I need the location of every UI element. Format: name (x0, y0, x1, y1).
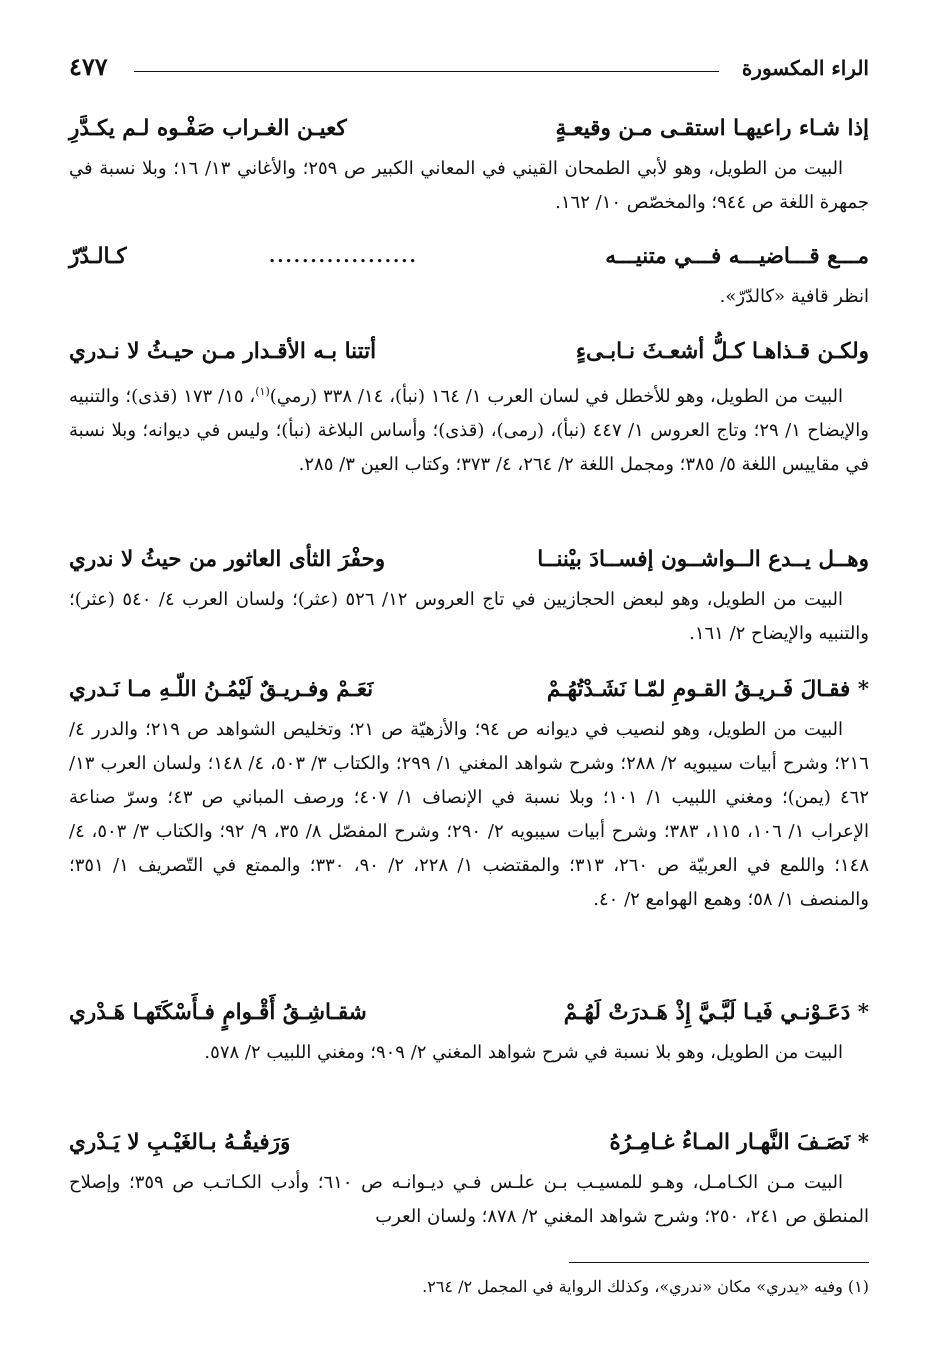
first-hemistich: * دَعَـوْنـي فَيـا لَبَّـيَّ إِذْ هَـدرَتْ لَهُـمْ (563, 1000, 869, 1025)
verse-line (69, 329, 869, 375)
second-hemistich: كـالـدّرّ (69, 244, 127, 269)
verse-line (69, 537, 869, 583)
second-hemistich: كعيـن الغـراب صَفْـوه لـم يكـدَّرِ (69, 116, 347, 141)
commentary-text: انظر قافية «كالدّرّ». (719, 286, 869, 307)
first-hemistich: * نَصَـفَ النَّهـار المـاءُ غـامِـرُهُ (609, 1130, 869, 1155)
first-hemistich: * فقـالَ فَـريـقُ القـومِ لمّـا نَشَـدْتُهُـمْ (546, 677, 869, 702)
page-number: ٤٧٧ (69, 52, 108, 81)
verse-line (69, 234, 869, 280)
second-hemistich: شقـاشِـقُ أَقْـوامٍ فـأَسْكَتَهـا هَـدْري (69, 1000, 367, 1025)
commentary-text: البيت مـن الكـامـل، وهـو للمسيـب بـن علـس فـي ديـوانـه ص ٦١٠؛ وأدب الكـاتـب ص ٣٥٩؛ وإصلاح المنطق ص ٢٤١، ٢٥٠؛ وشرح شواهد المغني ٢/ ٨٧٨؛ ولسان العرب (69, 1172, 869, 1227)
commentary (69, 713, 869, 917)
second-hemistich: وحفْرَ الثأى العاثور من حيثُ لا ندري (69, 547, 386, 572)
footnote-rule (569, 1262, 869, 1263)
commentary (69, 583, 869, 651)
verse-entry (69, 537, 869, 651)
commentary-text: البيت من الطويل، وهو للأخطل في لسان العرب ١/ ١٦٤ (نبأ)، ١٤/ ٣٣٨ (رمي) (269, 386, 844, 407)
commentary (69, 152, 869, 220)
verse-entry (69, 667, 869, 917)
page-header (69, 50, 869, 90)
first-hemistich: مـــع قـــاضيـــه فـــي متنيـــه (605, 244, 869, 269)
commentary-text: البيت من الطويل، وهو لأبي الطمحان القيني في المعاني الكبير ص ٢٥٩؛ والأغاني ١٣/ ١٦؛ وبلا نسبة في جمهرة اللغة ص ٩٤٤؛ والمخصّص ١٠/ ١٦٢. (69, 158, 869, 213)
second-hemistich: وَرَفيقُـهُ بـالغَيْـبِ لا يَـدْري (69, 1130, 291, 1155)
verse-entry (69, 329, 869, 482)
commentary (69, 375, 869, 482)
second-hemistich: نَعَـمْ وفـريـقٌ لَيْمُـنُ اللّـهِ مـا نَـدري (69, 677, 374, 702)
second-hemistich: أتتنا بـه الأقـدار مـن حيـثُ لا نـدري (69, 339, 377, 364)
verse-line (69, 1120, 869, 1166)
commentary (69, 280, 869, 314)
commentary-text-continued: ، ١٥/ ١٧٣ (قذى)؛ والتنبيه والإيضاح ١/ ٢٩؛ وتاج العروس ١/ ٤٤٧ (نبأ)، (رمى)، (قذى)؛ وأساس البلاغة (نبأ)؛ وليس في ديوانه؛ وبلا نسبة في مقاييس اللغة ٥/ ٣٨٥؛ ومجمل اللغة ٢/ ٢٦٤، ٤/ ٣٧٣؛ وكتاب العين ٣/ ٢٨٥. (69, 386, 869, 475)
verse-entry (69, 1120, 869, 1234)
commentary (69, 1036, 869, 1070)
commentary (69, 1166, 869, 1234)
commentary-text: البيت من الطويل، وهو لبعض الحجازيين في تاج العروس ١٢/ ٥٢٦ (عثر)؛ ولسان العرب ٤/ ٥٤٠ (عثر)؛ والتنبيه والإيضاح ٢/ ١٦١. (69, 589, 869, 644)
first-hemistich: وهــل يــدع الــواشــون إفســادَ بيْننــا (537, 547, 869, 572)
verse-entry (69, 990, 869, 1070)
header-rule (134, 71, 719, 72)
first-hemistich: إذا شـاء راعيهـا استقـى مـن وقيعـةٍ (555, 116, 869, 141)
ellipsis-dots: .................. (269, 246, 418, 267)
verse-line (69, 990, 869, 1036)
verse-line (69, 106, 869, 152)
footnote-marker: (١) (255, 385, 270, 398)
commentary-text: البيت من الطويل، وهو بلا نسبة في شرح شواهد المغني ٢/ ٩٠٩؛ ومغني اللبيب ٢/ ٥٧٨. (204, 1042, 843, 1063)
verse-entry (69, 106, 869, 220)
verse-entry (69, 234, 869, 314)
commentary-text: البيت من الطويل، وهو لنصيب في ديوانه ص ٩٤؛ والأزهيّة ص ٢١؛ وتخليص الشواهد ص ٢١٩؛ والدرر ٤/ ٢١٦؛ وشرح أبيات سيبويه ٢/ ٢٨٨؛ وشرح شواهد المغني ١/ ٢٩٩؛ والكتاب ٣/ ٥٠٣، ٤/ ١٤٨؛ ولسان العرب ١٣/ ٤٦٢ (يمن)؛ ومغني اللبيب ١/ ١٠١؛ وبلا نسبة في الإنصاف ١/ ٤٠٧؛ ورصف المباني ص ٤٣؛ وسرّ صناعة الإعراب ١/ ١٠٦، ١١٥، ٣٨٣؛ وشرح أبيات سيبويه ٢/ ٢٩٠؛ وشرح المفصّل ٨/ ٣٥، ٩/ ٩٢؛ والكتاب ٣/ ٥٠٣، ٤/ ١٤٨؛ واللمع في العربيّة ص ٢٦٠، ٣١٣؛ والمقتضب ١/ ٢٢٨، ٢/ ٩٠، ٣٣٠؛ والممتع في التّصريف ١/ ٣٥١؛ والمنصف ١/ ٥٨؛ وهمع الهوامع ٢/ ٤٠. (69, 719, 870, 910)
verse-line (69, 667, 869, 713)
first-hemistich: ولكـن قـذاهـا كـلُّ أشعـثَ نـابـىءٍ (575, 339, 869, 364)
running-title: الراء المكسورة (741, 56, 869, 80)
footnote: (١) وفيه «يدري» مكان «ندري»، وكذلك الرواية في المجمل ٢/ ٢٦٤. (422, 1277, 869, 1296)
